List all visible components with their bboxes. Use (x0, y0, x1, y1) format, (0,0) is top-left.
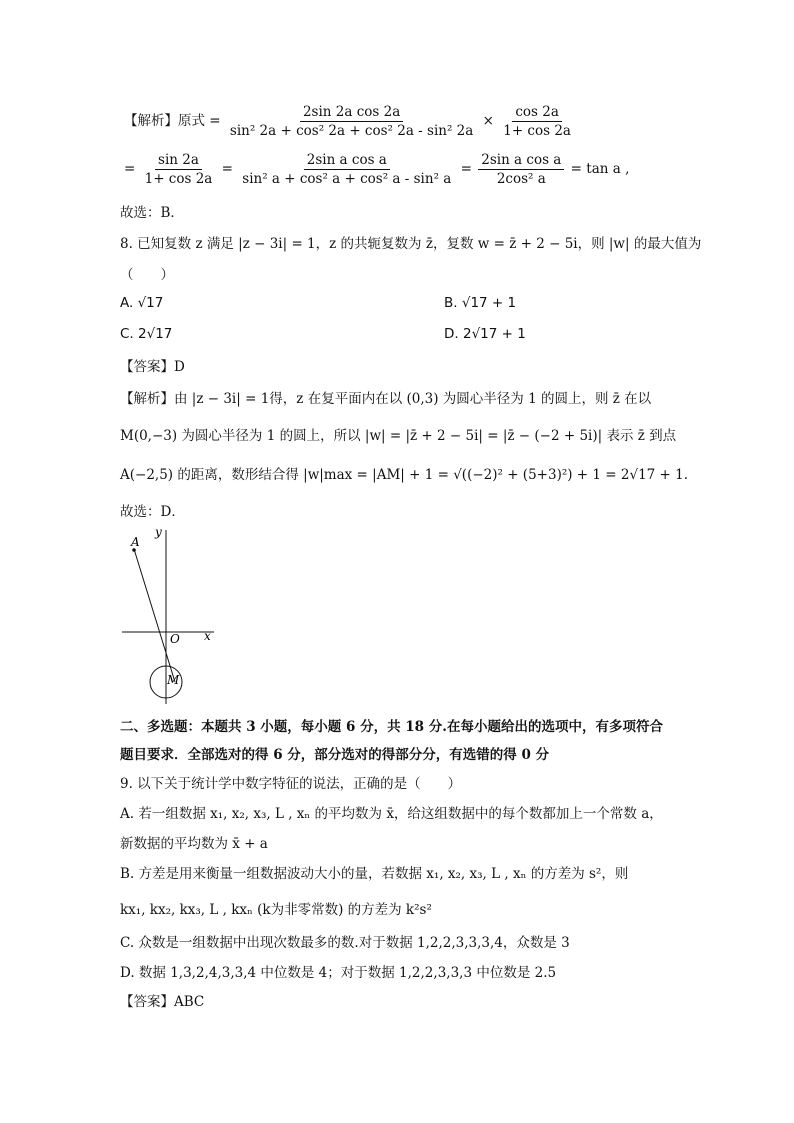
q8-option-a: A. √17 (120, 295, 164, 311)
q9-option-b-line2: kx₁, kx₂, kx₃, L , kxₙ (k为非零常数) 的方差为 k²s² (120, 902, 432, 918)
q9-option-b-line1: B. 方差是用来衡量一组数据波动大小的量，若数据 x₁, x₂, x₃, L , xₙ 的方差为 s²，则 (120, 866, 629, 882)
label-a: A (131, 535, 140, 549)
segment-am (134, 549, 175, 682)
label-x: x (204, 629, 211, 643)
q9-option-a-line1: A. 若一组数据 x₁, x₂, x₃, L , xₙ 的平均数为 x̄，给这组数据中的每个数都加上一个常数 a， (120, 806, 663, 822)
p7-l2-fraction-2: $\frac{\text{2sin a cos a}}{\text{sin² a + cos² a + cos² a - sin² a}}$ (242, 152, 452, 187)
q8-solution-line2: M(0,−3) 为圆心半径为 1 的圆上，所以 |w| = |z̄ + 2 − 5i| = |z̄ − (−2 + 5i)| 表示 z̄ 到点 (120, 428, 677, 444)
p7-result: tan a , (586, 161, 630, 177)
p7-line1: 【解析】原式 = $\frac{\text{2sin 2a cos 2a}}{\text{sin² 2a + cos² 2a + cos² 2a - sin² 2a}}$ × $\frac{\cos 2a}{1+ \cos 2a}$ (124, 104, 576, 139)
q8-answer: 【答案】D (120, 359, 185, 375)
section-2-line1: 二、多选题：本题共 3 小题，每小题 6 分，共 18 分.在每小题给出的选项中，有多项符合 (120, 719, 663, 735)
q8-option-d: D. 2√17 + 1 (444, 326, 526, 342)
q8-solution-line1: 【解析】由 |z − 3i| = 1得，z 在复平面内在以 (0,3) 为圆心半径为 1 的圆上，则 z̄ 在以 (120, 391, 652, 407)
q9-option-d: D. 数据 1,3,2,4,3,3,4 中位数是 4；对于数据 1,2,2,3,3,3 中位数是 2.5 (120, 965, 557, 981)
section-2-line2: 题目要求．全部选对的得 6 分，部分选对的得部分分，有选错的得 0 分 (120, 747, 550, 763)
q8-option-c: C. 2√17 (120, 326, 173, 342)
p7-l2-fraction-1: $\frac{\sin 2a}{1+ \cos 2a}$ (144, 152, 213, 187)
p7-fraction-2: $\frac{\cos 2a}{1+ \cos 2a}$ (503, 104, 571, 139)
q8-paren: （ ） (120, 267, 174, 283)
q9-stem: 9. 以下关于统计学中数字特征的说法，正确的是（ ） (120, 776, 462, 792)
p7-l2-fraction-3: $\frac{\text{2sin a cos a}}{\text{2cos² a}}$ (478, 152, 564, 187)
q8-solution-line3: A(−2,5) 的距离，数形结合得 |w|max = |AM| + 1 = √((−2)² + (5+3)²) + 1 = 2√17 + 1. (120, 467, 689, 483)
q8-choice: 故选：D． (120, 504, 185, 520)
label-y: y (155, 525, 162, 539)
p7-line2: = $\frac{\sin 2a}{1+ \cos 2a}$ = $\frac{\text{2sin a cos a}}{\text{sin² a + cos² a + cos² a - sin² a}}$ = $\frac{\text{2sin a cos a}}{\text{2cos² a}}$ = tan a , (124, 152, 630, 187)
p7-choice: 故选：B． (120, 205, 184, 221)
p7-label: 【解析】原式 (124, 113, 205, 129)
label-m: M (167, 673, 180, 687)
q9-option-c: C. 众数是一组数据中出现次数最多的数.对于数据 1,2,2,3,3,3,4，众数是 3 (120, 935, 570, 951)
q8-option-b: B. √17 + 1 (444, 295, 517, 311)
q8-stem: 8. 已知复数 z 满足 |z − 3i| = 1，z 的共轭复数为 z̄，复数 w = z̄ + 2 − 5i，则 |w| 的最大值为 (120, 236, 702, 252)
q9-option-a-line2: 新数据的平均数为 x̄ + a (120, 836, 268, 852)
q9-answer: 【答案】ABC (120, 994, 205, 1010)
label-o: O (170, 632, 180, 646)
q8-figure (118, 522, 218, 707)
p7-fraction-1: $\frac{\text{2sin 2a cos 2a}}{\text{sin² 2a + cos² 2a + cos² 2a - sin² 2a}}$ (229, 104, 474, 139)
